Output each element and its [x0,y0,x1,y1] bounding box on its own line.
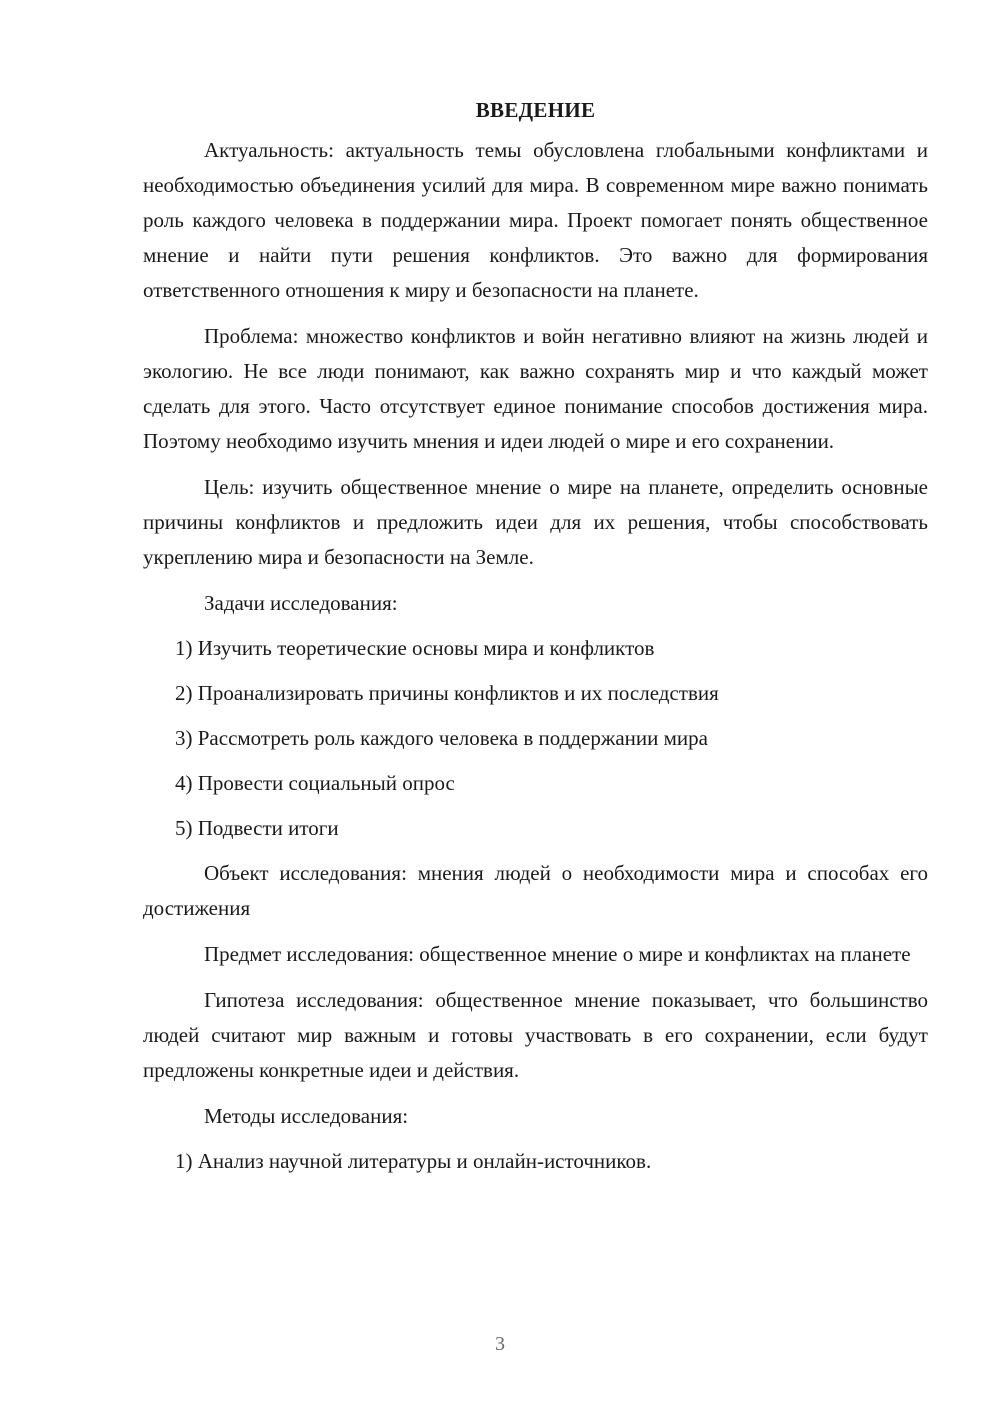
task-item-5: 5) Подвести итоги [175,816,339,840]
document-page [143,95,928,1189]
hypothesis-paragraph: Гипотеза исследования: общественное мнение показывает, что большинство людей считают мир важным и готовы участвовать в его сохранении, если будут предложены конкретные идеи и действия. [143,988,928,1082]
task-item-4: 4) Провести социальный опрос [175,771,455,795]
relevance-paragraph: Актуальность: актуальность темы обусловлена глобальными конфликтами и необходимостью объединения усилий для мира. В современном мире важно понимать роль каждого человека в поддержании мира. Проект помогает понять общественное мнение и найти пути решения конфликтов. Это важно для формирования ответственного отношения к миру и безопасности на планете. [143,138,928,302]
methods-label: Методы исследования: [204,1104,409,1128]
tasks-label: Задачи исследования: [204,591,398,615]
subject-paragraph: Предмет исследования: общественное мнение о мире и конфликтах на планете [204,942,911,966]
method-item-1: 1) Анализ научной литературы и онлайн-источников. [175,1149,652,1173]
task-item-1: 1) Изучить теоретические основы мира и конфликтов [175,636,655,660]
task-item-3: 3) Рассмотреть роль каждого человека в поддержании мира [175,726,708,750]
goal-paragraph: Цель: изучить общественное мнение о мире на планете, определить основные причины конфликтов и предложить идеи для их решения, чтобы способствовать укреплению мира и безопасности на Земле. [143,475,928,569]
section-heading: ВВЕДЕНИЕ [475,98,596,122]
task-item-2: 2) Проанализировать причины конфликтов и их последствия [175,681,719,705]
object-paragraph: Объект исследования: мнения людей о необходимости мира и способах его достижения [143,861,928,920]
page-number: 3 [495,1333,505,1355]
problem-paragraph: Проблема: множество конфликтов и войн негативно влияют на жизнь людей и экологию. Не все люди понимают, как важно сохранять мир и что каждый может сделать для этого. Часто отсутствует единое понимание способов достижения мира. Поэтому необходимо изучить мнения и идеи людей о мире и его сохранении. [143,324,928,453]
